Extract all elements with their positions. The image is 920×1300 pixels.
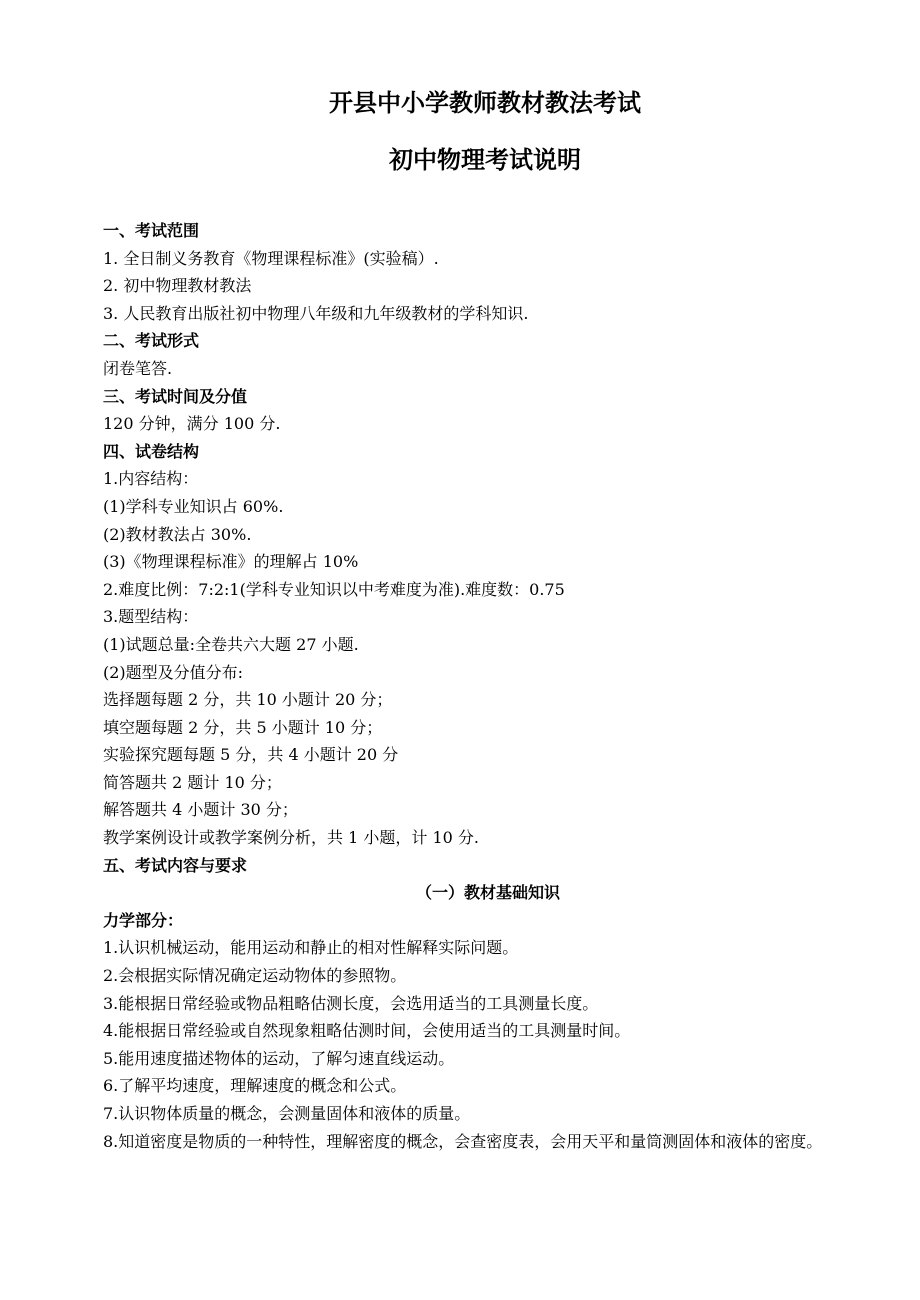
document-subtitle: 初中物理考试说明 (389, 145, 581, 174)
document-body (103, 217, 873, 1155)
body-line: (1)试题总量:全卷共六大题 27 小题. (103, 634, 359, 654)
body-line: 6.了解平均速度，理解速度的概念和公式。 (103, 1076, 407, 1096)
body-line: 解答题共 4 小题计 30 分； (103, 800, 298, 820)
body-line: 7.认识物体质量的概念，会测量固体和液体的质量。 (103, 1104, 471, 1123)
body-line: 2.会根据实际情况确定运动物体的参照物。 (103, 966, 407, 986)
body-line: 3.能根据日常经验或物品粗略估测长度，会选用适当的工具测量长度。 (103, 993, 599, 1013)
body-line: (2)教材教法占 30%. (103, 524, 252, 544)
body-line: 1.内容结构： (103, 469, 199, 489)
section-heading: 三、考试时间及分值 (103, 386, 248, 406)
section-heading: 五、考试内容与要求 (103, 855, 248, 875)
body-line: (1)学科专业知识占 60%. (103, 496, 284, 516)
body-line: 实验探究题每题 5 分，共 4 小题计 20 分 (103, 745, 399, 765)
body-line: 选择题每题 2 分，共 10 小题计 20 分； (103, 690, 393, 710)
subsection-heading: （一）教材基础知识 (415, 883, 560, 903)
body-line: 简答题共 2 题计 10 分； (103, 772, 282, 792)
body-line: (3)《物理课程标准》的理解占 10% (103, 552, 359, 572)
body-line: 8.知道密度是物质的一种特性，理解密度的概念，会查密度表，会用天平和量筒测固体和液体的密度。 (103, 1131, 823, 1151)
body-line: 4.能根据日常经验或自然现象粗略估测时间，会使用适当的工具测量时间。 (103, 1021, 631, 1041)
section-heading: 力学部分： (103, 910, 184, 930)
body-line: 闭卷笔答. (103, 358, 173, 378)
body-line: 2. 初中物理教材教法 (103, 276, 252, 296)
body-line: 填空题每题 2 分，共 5 小题计 10 分； (103, 717, 383, 737)
body-line: 2.难度比例：7:2:1(学科专业知识以中考难度为准).难度数：0.75 (103, 579, 565, 599)
body-line: (2)题型及分值分布: (103, 662, 244, 682)
document-title: 开县中小学教师教材教法考试 (329, 88, 641, 117)
body-line: 3. 人民教育出版社初中物理八年级和九年级教材的学科知识. (103, 303, 529, 323)
body-line: 1. 全日制义务教育《物理课程标准》(实验稿）. (103, 248, 439, 268)
section-heading: 四、试卷结构 (103, 441, 200, 461)
body-line: 120 分钟，满分 100 分. (103, 414, 281, 434)
body-line: 1.认识机械运动，能用运动和静止的相对性解释实际问题。 (103, 938, 519, 958)
section-heading: 一、考试范围 (103, 221, 200, 240)
section-heading: 二、考试形式 (103, 331, 200, 351)
body-line: 教学案例设计或教学案例分析，共 1 小题，计 10 分. (103, 828, 479, 848)
body-line: 5.能用速度描述物体的运动，了解匀速直线运动。 (103, 1048, 455, 1068)
body-line: 3.题型结构： (103, 607, 199, 627)
